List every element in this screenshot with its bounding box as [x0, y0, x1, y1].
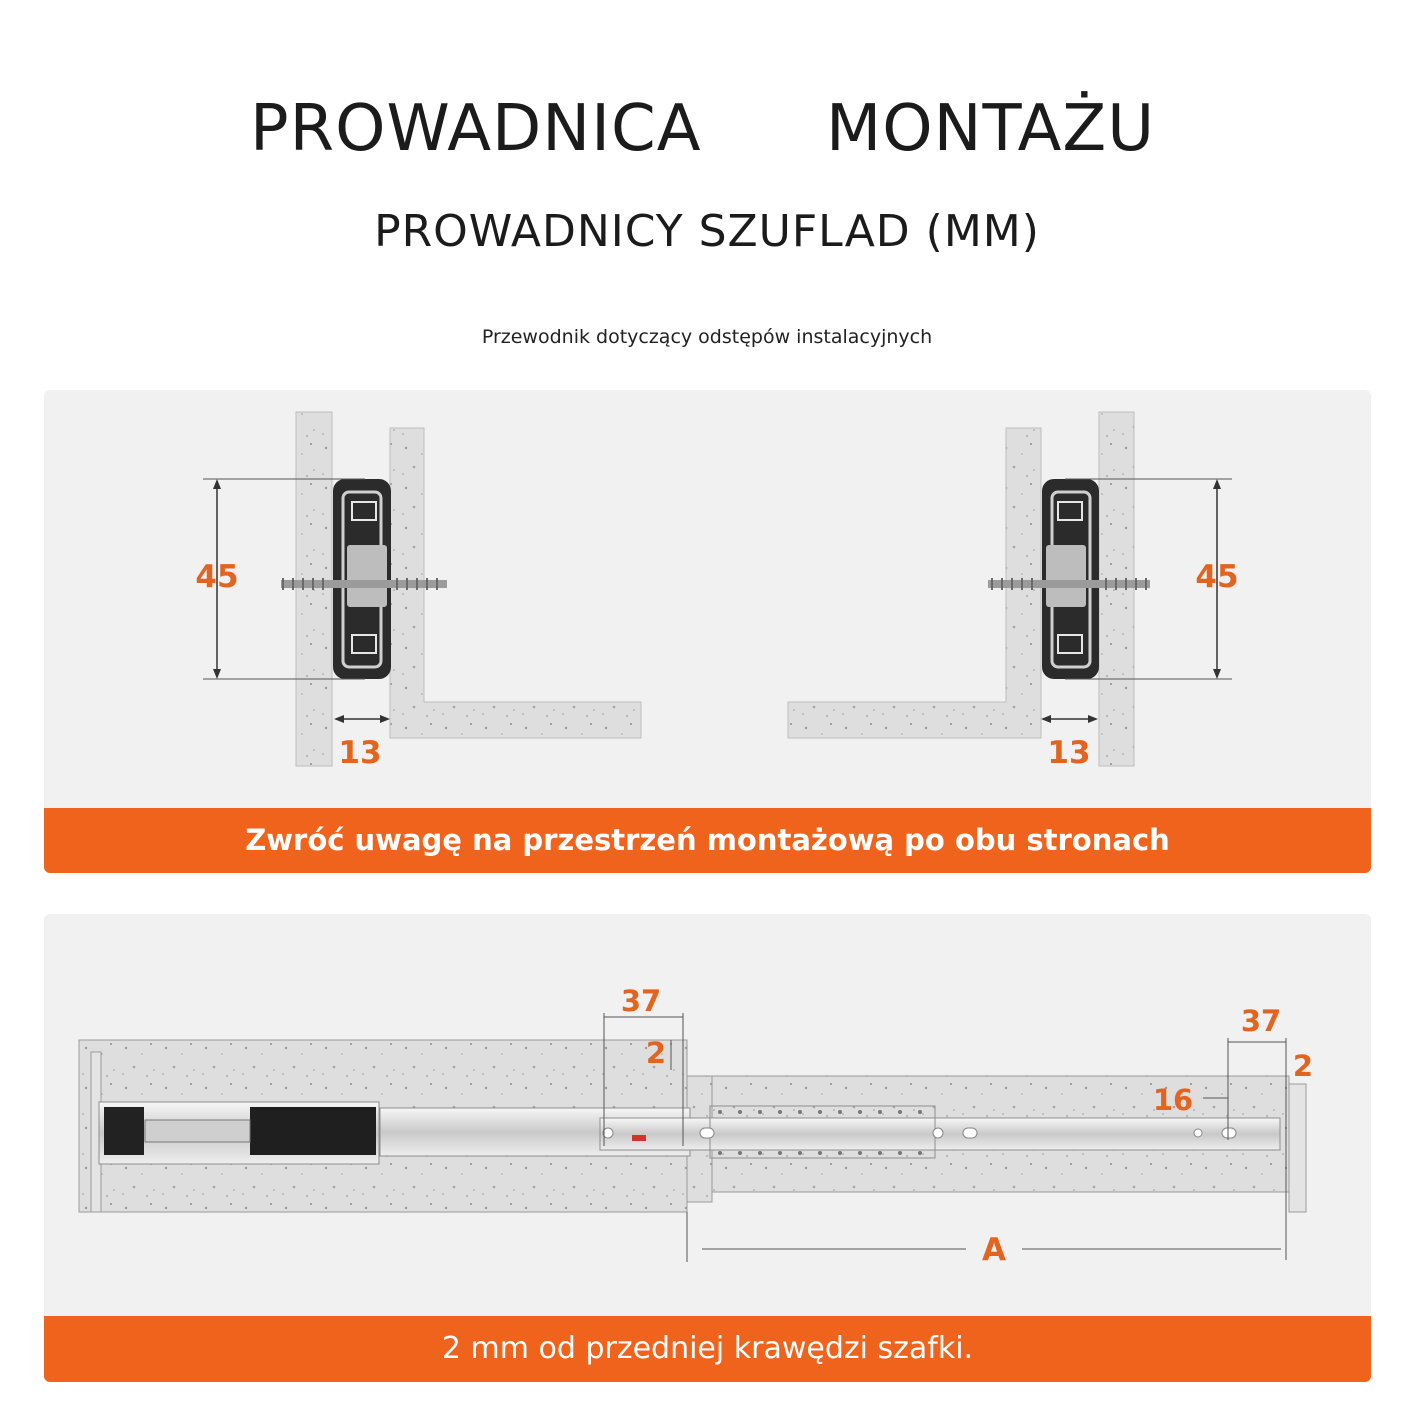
dim-37-left: 37 [620, 984, 662, 1018]
dim-16: 16 [1152, 1083, 1194, 1117]
banner-top: Zwróć uwagę na przestrzeń montażową po obu stronach [44, 808, 1371, 873]
slide-profile-right [1042, 479, 1099, 679]
dim-A: A [982, 1232, 1006, 1268]
caption: Przewodnik dotyczący odstępów instalacyjnych [481, 326, 933, 348]
dim-37-right: 37 [1240, 1004, 1282, 1038]
red-marker [632, 1135, 646, 1141]
title-left: PROWADNICA [250, 92, 702, 166]
left-cross-section [195, 412, 641, 771]
right-cross-section [788, 412, 1239, 771]
height-label-left: 45 [195, 559, 239, 595]
title-right: MONTAŻU [826, 92, 1156, 166]
side-view [79, 984, 1313, 1268]
height-label-right: 45 [1195, 559, 1239, 595]
slide-profile-left [333, 479, 391, 679]
subtitle: PROWADNICY SZUFLAD (MM) [374, 206, 1040, 257]
dim-2-right: 2 [1292, 1049, 1314, 1083]
gap-label-right: 13 [1047, 735, 1091, 771]
dim-2-left: 2 [645, 1036, 667, 1070]
banner-bottom: 2 mm od przedniej krawędzi szafki. [44, 1316, 1371, 1382]
gap-label-left: 13 [338, 735, 382, 771]
